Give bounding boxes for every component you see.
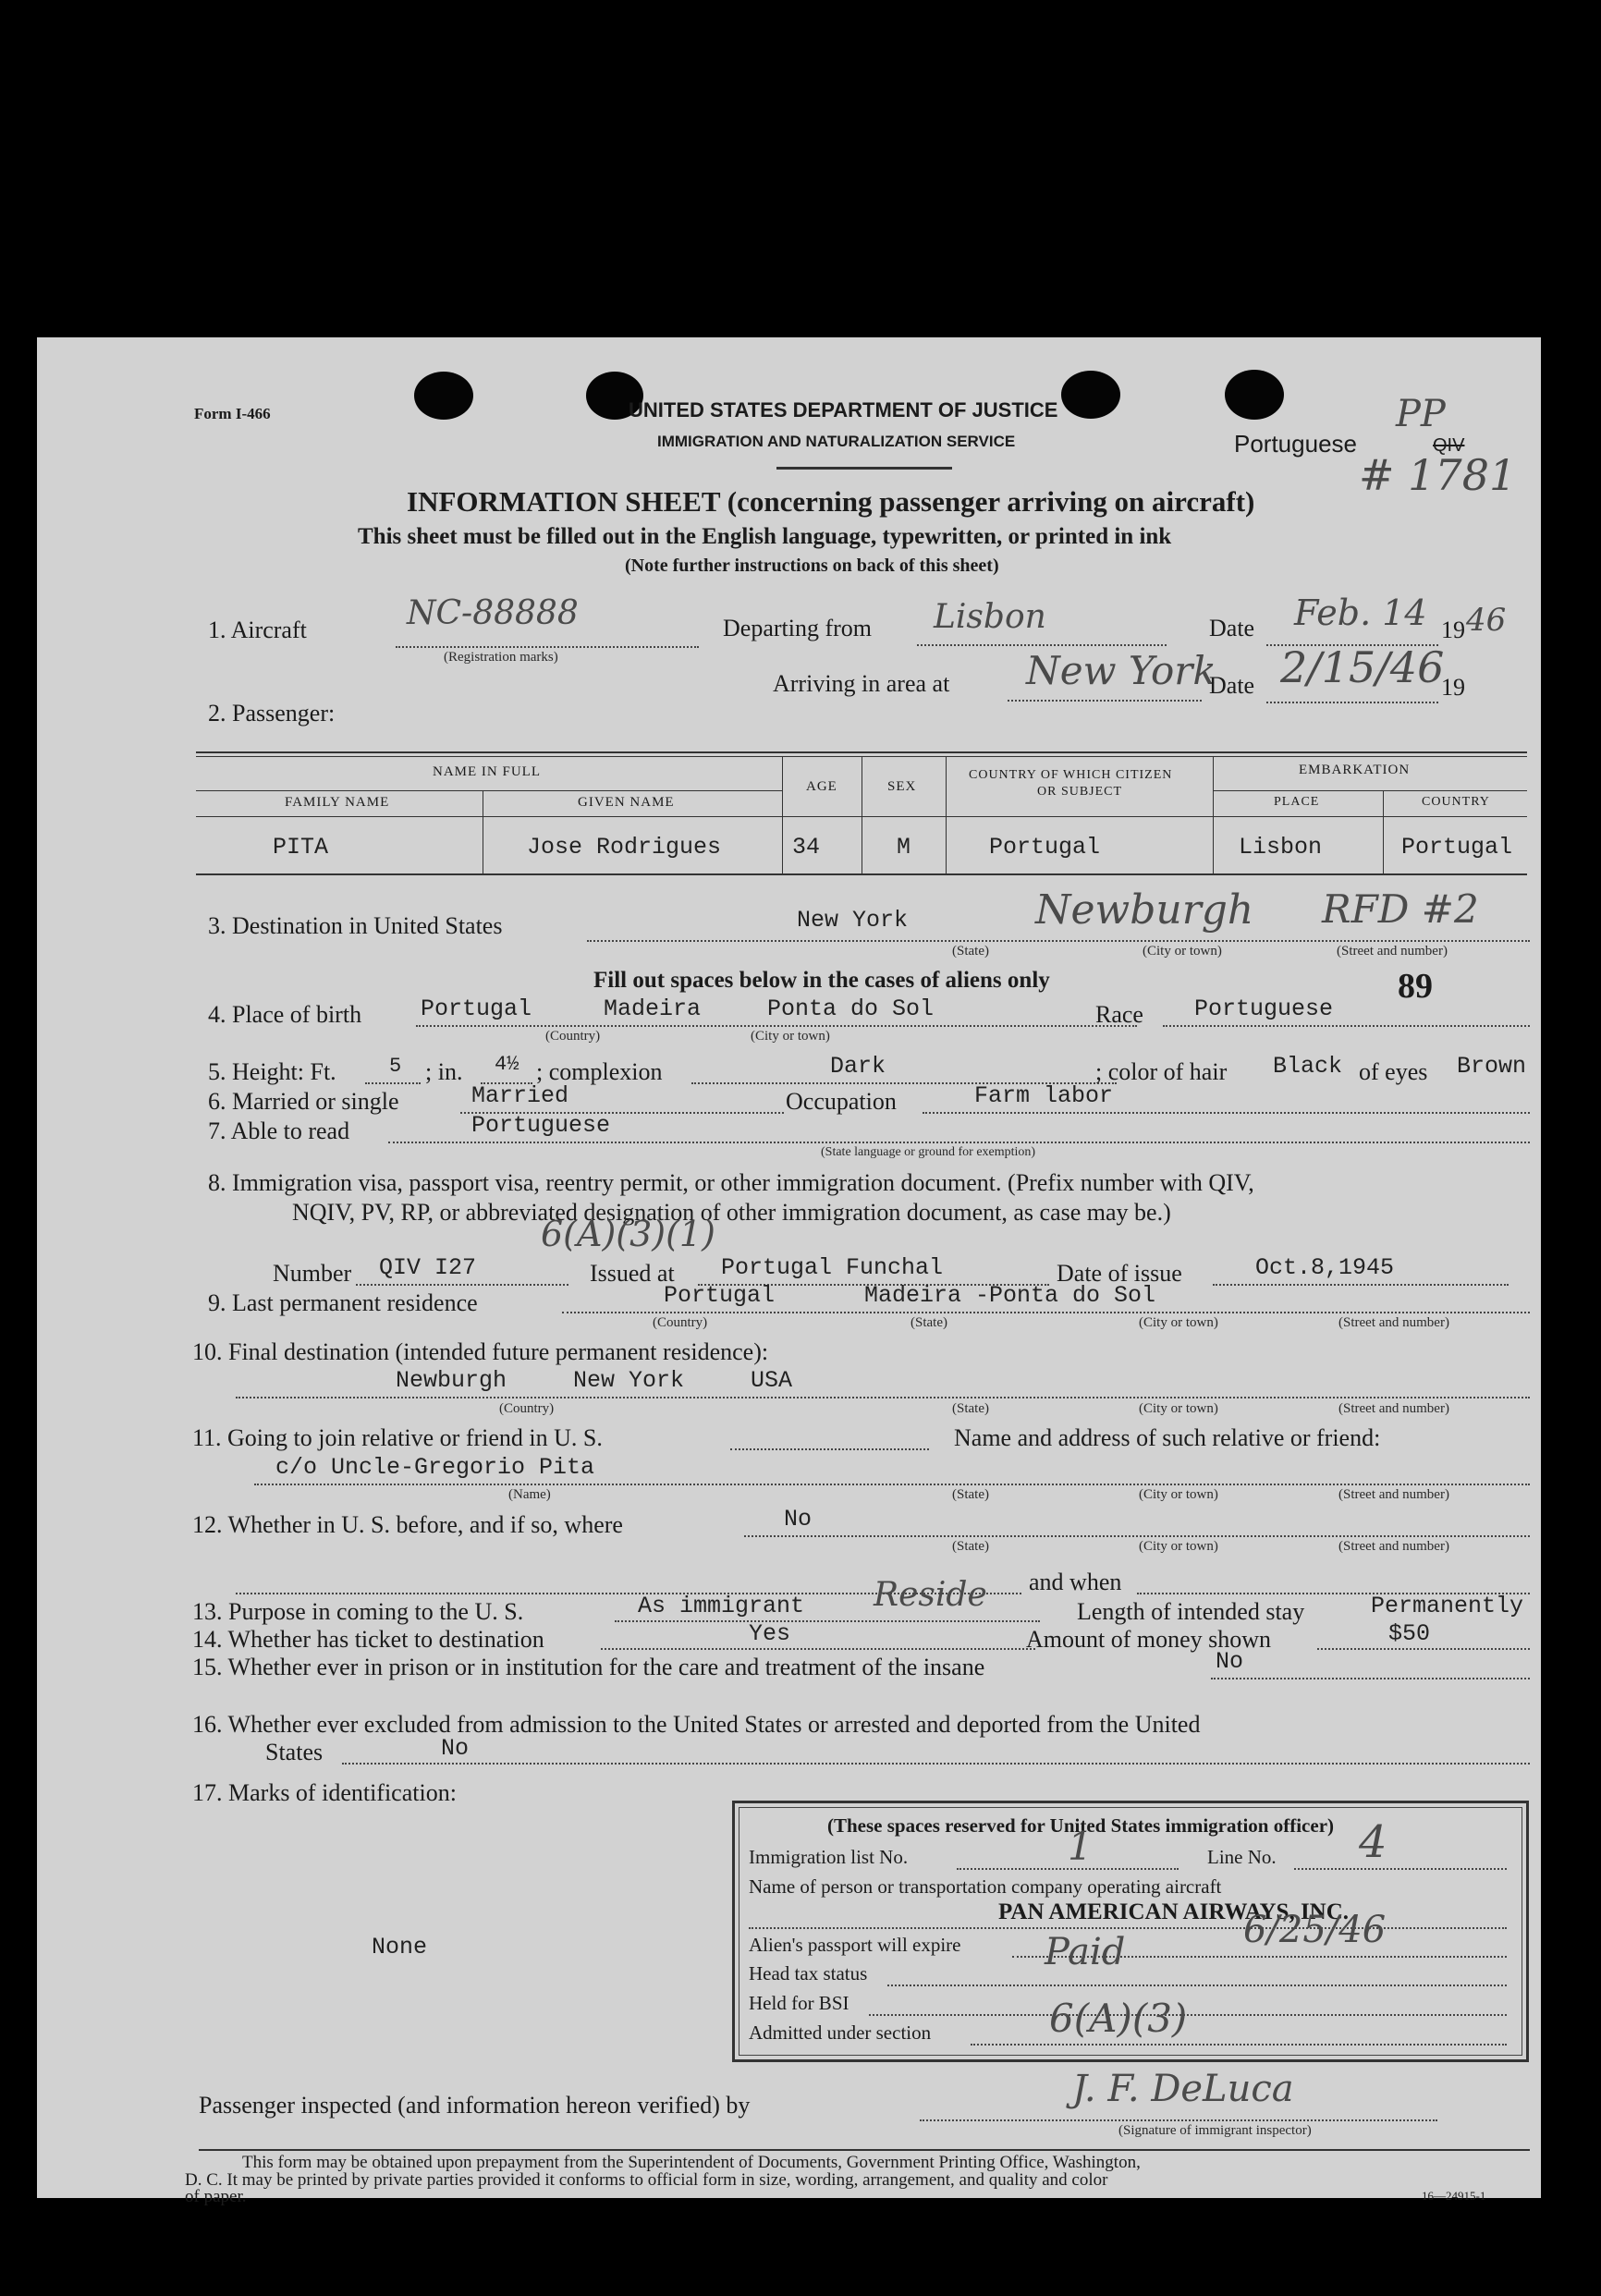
- caption-country: (Country): [499, 1401, 555, 1416]
- th-embarkation: EMBARKATION: [1299, 763, 1411, 777]
- item7-label: 7. Able to read: [208, 1117, 350, 1144]
- doi-line: [1213, 1284, 1509, 1286]
- birth-region: Madeira: [604, 995, 702, 1022]
- money-line: [1317, 1648, 1530, 1650]
- date-label: Date: [1209, 615, 1255, 641]
- caption-street: (Street and number): [1338, 1539, 1449, 1554]
- residence-line: [562, 1312, 1530, 1313]
- item3-label: 3. Destination in United States: [208, 912, 503, 939]
- year-value: 46: [1466, 602, 1507, 639]
- caption-street: (Street and number): [1338, 1487, 1449, 1502]
- prison-value: No: [1216, 1648, 1244, 1675]
- excluded-line: [342, 1763, 1530, 1765]
- caption-state: (State): [952, 1539, 989, 1554]
- occupation-label: Occupation: [786, 1088, 897, 1115]
- item14-label: 14. Whether has ticket to destination: [192, 1626, 544, 1653]
- departing-label: Departing from: [723, 615, 873, 641]
- year2-prefix: 19: [1441, 674, 1465, 701]
- arriving-line: [1008, 700, 1202, 702]
- th-or-subject: OR SUBJECT: [1037, 785, 1123, 799]
- hair-value: Black: [1273, 1053, 1343, 1080]
- line-line: [1294, 1868, 1507, 1870]
- departing-line: [917, 644, 1167, 646]
- footer-rule: [199, 2149, 1530, 2151]
- footer-line3: of paper.: [185, 2187, 247, 2206]
- purpose-value: As immigrant: [638, 1593, 805, 1619]
- stay-label: Length of intended stay: [1077, 1598, 1305, 1625]
- item11-label2: Name and address of such relative or friend:: [954, 1424, 1381, 1451]
- married-value: Married: [471, 1082, 569, 1109]
- inspector-signature: J. F. DeLuca: [1072, 2068, 1294, 2110]
- inches-label: ; in.: [425, 1058, 463, 1085]
- signature-line: [920, 2119, 1437, 2121]
- headtax-line: [887, 1985, 1507, 1986]
- issued-label: Issued at: [590, 1260, 675, 1287]
- th-country-citizen: COUNTRY OF WHICH CITIZEN: [969, 768, 1173, 782]
- caption-street: (Street and number): [1338, 1315, 1449, 1330]
- final-country: USA: [751, 1367, 793, 1394]
- passport-expiry: 6/25/46: [1243, 1909, 1387, 1951]
- caption-city: (City or town): [1139, 1315, 1218, 1330]
- caption-city: (City or town): [1139, 1539, 1218, 1554]
- arriving-label: Arriving in area at: [773, 670, 950, 697]
- class-handwritten: PP: [1396, 393, 1446, 435]
- bsi-line: [869, 2014, 1507, 2016]
- cell-citizen: Portugal: [989, 834, 1101, 861]
- item5-label: 5. Height: Ft.: [208, 1058, 336, 1085]
- date-value: Feb. 14: [1294, 592, 1427, 633]
- class-typed: QIV: [1433, 435, 1465, 456]
- date2-label: Date: [1209, 672, 1255, 699]
- aliens-heading: Fill out spaces below in the cases of aliens only: [593, 968, 1050, 993]
- form-number: Form I-466: [194, 405, 271, 422]
- caption-city: (City or town): [1139, 1401, 1218, 1416]
- section-line: [971, 2044, 1507, 2046]
- line-number: 4: [1359, 1816, 1387, 1868]
- caption-city: (City or town): [751, 1029, 830, 1044]
- cell-sex: M: [897, 834, 911, 861]
- doi-value: Oct.8,1945: [1255, 1254, 1395, 1281]
- headtax-value: Paid: [1045, 1931, 1126, 1973]
- before-line: [744, 1535, 1530, 1537]
- caption-street: (Street and number): [1337, 944, 1448, 959]
- final-destination-line: [236, 1397, 1530, 1398]
- th-given-name: GIVEN NAME: [578, 795, 675, 810]
- caption-name: (Name): [508, 1487, 551, 1502]
- line-label: Line No.: [1207, 1846, 1277, 1868]
- ft-line: [365, 1082, 421, 1084]
- destination-line: [587, 940, 1530, 942]
- before-value: No: [784, 1506, 813, 1533]
- caption-street: (Street and number): [1338, 1401, 1449, 1416]
- arriving-value: New York: [1026, 648, 1216, 693]
- birth-city: Ponta do Sol: [767, 995, 935, 1022]
- date2-line: [1266, 702, 1438, 703]
- ticket-value: Yes: [749, 1620, 791, 1647]
- section-value: 6(A)(3): [1049, 1996, 1188, 2041]
- purpose-line: [615, 1620, 1040, 1622]
- race-label: Race: [1095, 1001, 1143, 1028]
- eyes-value: Brown: [1457, 1053, 1527, 1080]
- birth-country: Portugal: [421, 995, 532, 1022]
- item16-line1: 16. Whether ever excluded from admission to the United States or arrested and deported from the United: [192, 1711, 1201, 1738]
- file-number: # 1781: [1359, 450, 1517, 500]
- complexion-value: Dark: [830, 1053, 886, 1080]
- th-family-name: FAMILY NAME: [285, 795, 390, 810]
- item8-line1: 8. Immigration visa, passport visa, reentry permit, or other immigration document. (Prefix number with QIV,: [208, 1169, 1254, 1196]
- passport-label: Alien's passport will expire: [749, 1934, 961, 1956]
- money-value: $50: [1388, 1620, 1431, 1647]
- height-feet: 5: [389, 1055, 402, 1078]
- destination-street: RFD #2: [1322, 886, 1479, 932]
- birth-line: [416, 1025, 1137, 1027]
- list-label: Immigration list No.: [749, 1846, 909, 1868]
- item11-label: 11. Going to join relative or friend in U. S.: [192, 1424, 603, 1451]
- header-rule: [776, 467, 952, 470]
- th-sex: SEX: [887, 779, 917, 794]
- residence-region: Madeira -Ponta do Sol: [864, 1282, 1156, 1309]
- money-label: Amount of money shown: [1026, 1626, 1272, 1653]
- excluded-value: No: [441, 1735, 470, 1762]
- department-name: UNITED STATES DEPARTMENT OF JUSTICE: [629, 398, 1058, 421]
- cell-age: 34: [792, 834, 821, 861]
- th-country: COUNTRY: [1422, 795, 1490, 809]
- officer-heading: (These spaces reserved for United States immigration officer): [827, 1814, 1335, 1837]
- item12-label: 12. Whether in U. S. before, and if so, where: [192, 1511, 623, 1538]
- hair-label: ; color of hair: [1095, 1058, 1228, 1085]
- read-line: [388, 1142, 1530, 1143]
- item15-label: 15. Whether ever in prison or in institution for the care and treatment of the insane: [192, 1654, 985, 1680]
- cell-emb-country: Portugal: [1401, 834, 1513, 861]
- th-age: AGE: [806, 779, 837, 794]
- section-label: Admitted under section: [749, 2021, 932, 2044]
- stamped-number: 89: [1398, 967, 1433, 1006]
- doc-number-label: Number: [273, 1260, 352, 1287]
- page-title: INFORMATION SHEET (concerning passenger arriving on aircraft): [407, 485, 1255, 518]
- issued-value: Portugal Funchal: [721, 1254, 944, 1281]
- race-line: [1163, 1025, 1530, 1027]
- height-inches: 4½: [495, 1053, 519, 1076]
- caption-state: (State): [952, 944, 989, 959]
- signature-caption: (Signature of immigrant inspector): [1118, 2123, 1312, 2138]
- read-value: Portuguese: [471, 1112, 611, 1139]
- item6-label: 6. Married or single: [208, 1088, 399, 1115]
- final-city: Newburgh: [396, 1367, 507, 1394]
- date2-value: 2/15/46: [1280, 642, 1445, 692]
- destination-state: New York: [797, 907, 909, 934]
- caption-state: (State): [952, 1401, 989, 1416]
- service-name: IMMIGRATION AND NATURALIZATION SERVICE: [657, 433, 1016, 450]
- item4-label: 4. Place of birth: [208, 1001, 362, 1028]
- relative-value: c/o Uncle-Gregorio Pita: [275, 1454, 595, 1481]
- document-handwritten: 6(A)(3)(1): [541, 1214, 715, 1254]
- punch-hole: [414, 372, 473, 420]
- item10-label: 10. Final destination (intended future permanent residence):: [192, 1338, 769, 1365]
- race-value: Portuguese: [1194, 995, 1334, 1022]
- caption-city: (City or town): [1143, 944, 1222, 959]
- punch-hole: [1061, 371, 1120, 419]
- aircraft-line: [396, 646, 699, 648]
- instructions-note: (Note further instructions on back of this sheet): [625, 556, 999, 576]
- complexion-label: ; complexion: [536, 1058, 663, 1085]
- eyes-label: of eyes: [1359, 1058, 1428, 1085]
- caption-country: (Country): [545, 1029, 601, 1044]
- occupation-value: Farm labor: [974, 1082, 1114, 1109]
- residence-country: Portugal: [664, 1282, 776, 1309]
- aircraft-value: NC-88888: [407, 594, 579, 632]
- item13-label: 13. Purpose in coming to the U. S.: [192, 1598, 524, 1625]
- final-state: New York: [573, 1367, 685, 1394]
- item9-label: 9. Last permanent residence: [208, 1289, 478, 1316]
- join-line: [730, 1448, 929, 1450]
- company-value: PAN AMERICAN AIRWAYS, INC.: [998, 1899, 1350, 1924]
- footer-line2: D. C. It may be printed by private parties provided it conforms to official form in size, wording, arrangement, and quality and color: [185, 2170, 1108, 2190]
- caption-city: (City or town): [1139, 1487, 1218, 1502]
- purpose-handwritten: Reside: [874, 1576, 987, 1614]
- year-prefix: 19: [1441, 617, 1465, 643]
- cell-family-name: PITA: [273, 834, 329, 861]
- registration-caption: (Registration marks): [444, 650, 558, 665]
- form-sheet: [37, 337, 1541, 2206]
- cell-emb-place: Lisbon: [1239, 834, 1323, 861]
- item16-line2: States: [265, 1739, 324, 1765]
- marks-value: None: [372, 1934, 428, 1960]
- form-code: 16—24915-1: [1422, 2189, 1486, 2203]
- th-name-in-full: NAME IN FULL: [433, 764, 541, 779]
- occupation-line: [923, 1112, 1530, 1114]
- caption-state: (State): [910, 1315, 947, 1330]
- company-label: Name of person or transportation company operating aircraft: [749, 1875, 1222, 1898]
- doc-number: QIV I27: [379, 1254, 477, 1281]
- read-caption: (State language or ground for exemption): [821, 1145, 1036, 1159]
- nationality: Portuguese: [1234, 430, 1357, 458]
- destination-city: Newburgh: [1035, 886, 1254, 934]
- list-number: 1: [1068, 1824, 1093, 1869]
- item8-line2: NQIV, PV, RP, or abbreviated designation of other immigration document, as case may be.): [292, 1199, 1171, 1226]
- item17-label: 17. Marks of identification:: [192, 1779, 457, 1806]
- company-line: [749, 1927, 1507, 1929]
- footer-line1: This form may be obtained upon prepayment from the Superintendent of Documents, Government Printing Office, Washington,: [242, 2153, 1141, 2172]
- caption-state: (State): [952, 1487, 989, 1502]
- headtax-label: Head tax status: [749, 1962, 868, 1985]
- doi-label: Date of issue: [1057, 1260, 1182, 1287]
- bsi-label: Held for BSI: [749, 1992, 849, 2014]
- subtitle: This sheet must be filled out in the English language, typewritten, or printed in ink: [358, 524, 1172, 549]
- stay-value: Permanently: [1371, 1593, 1524, 1619]
- departing-value: Lisbon: [934, 598, 1046, 636]
- cell-given-name: Jose Rodrigues: [527, 834, 722, 861]
- and-when-label: and when: [1029, 1569, 1122, 1595]
- prison-line: [1211, 1678, 1530, 1679]
- inspected-label: Passenger inspected (and information hereon verified) by: [199, 2092, 751, 2119]
- caption-country: (Country): [653, 1315, 708, 1330]
- ticket-line: [601, 1648, 1035, 1650]
- relative-line: [254, 1484, 1530, 1485]
- item2-label: 2. Passenger:: [208, 700, 336, 727]
- th-place: PLACE: [1274, 795, 1320, 809]
- doc-number-line: [356, 1284, 568, 1286]
- punch-hole: [1225, 370, 1284, 420]
- item1-label: 1. Aircraft: [208, 617, 307, 643]
